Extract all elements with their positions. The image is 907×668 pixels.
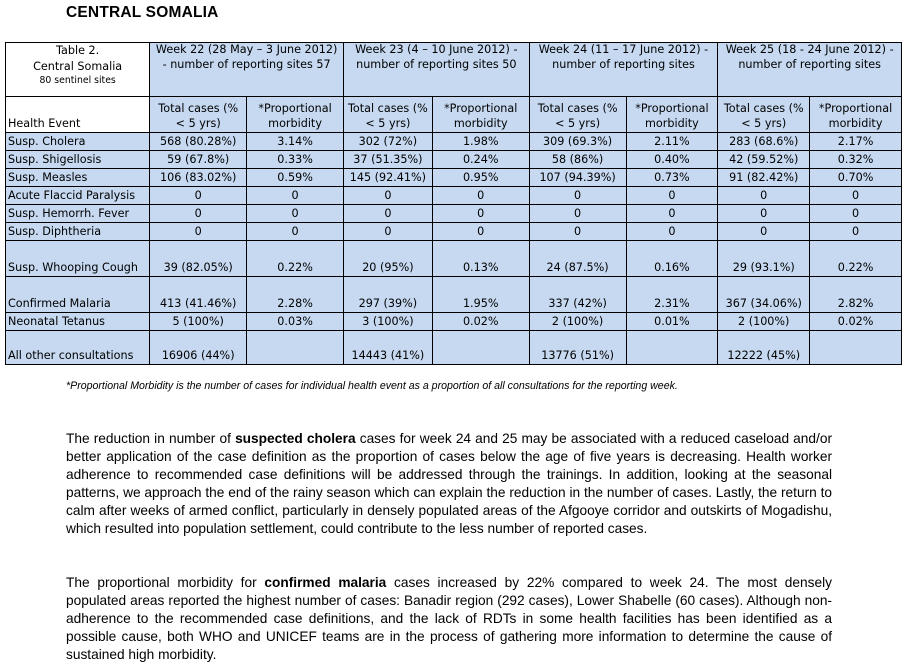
table-footnote: *Proportional Morbidity is the number of cases for individual health event as a proportion of all consultations for the reporting week.	[66, 380, 678, 392]
health-event-label: Susp. Shigellosis	[6, 151, 150, 169]
table-row	[6, 205, 902, 223]
total-cases-cell: 58 (86%)	[529, 151, 626, 169]
proportional-morbidity-cell: 0	[432, 223, 529, 241]
total-cases-cell: 0	[344, 205, 433, 223]
page-heading: CENTRAL SOMALIA	[66, 4, 219, 21]
malaria-paragraph	[66, 574, 832, 664]
proportional-morbidity-cell	[626, 331, 718, 365]
health-event-label: Susp. Whooping Cough	[6, 241, 150, 277]
total-cases-cell: 106 (83.02%)	[150, 169, 247, 187]
proportional-morbidity-cell: 0	[810, 223, 902, 241]
total-cases-cell: 5 (100%)	[150, 313, 247, 331]
proportional-morbidity-cell: 2.11%	[626, 133, 718, 151]
proportional-morbidity-cell: 1.95%	[432, 277, 529, 313]
p1-bold-term: suspected cholera	[235, 431, 356, 446]
proportional-morbidity-header: *Proportional morbidity	[810, 97, 902, 133]
total-cases-cell: 0	[150, 223, 247, 241]
proportional-morbidity-cell: 0.40%	[626, 151, 718, 169]
week-24-header: Week 24 (11 – 17 June 2012) - number of reporting sites	[529, 43, 718, 97]
proportional-morbidity-cell: 0	[247, 187, 344, 205]
week-25-header: Week 25 (18 - 24 June 2012) - number of reporting sites	[718, 43, 902, 97]
proportional-morbidity-cell: 0	[810, 187, 902, 205]
total-cases-cell: 91 (82.42%)	[718, 169, 810, 187]
proportional-morbidity-cell: 0.13%	[432, 241, 529, 277]
proportional-morbidity-cell	[810, 331, 902, 365]
total-cases-cell: 0	[718, 187, 810, 205]
total-cases-cell: 0	[529, 187, 626, 205]
total-cases-cell: 2 (100%)	[529, 313, 626, 331]
health-event-label: Acute Flaccid Paralysis	[6, 187, 150, 205]
total-cases-cell: 283 (68.6%)	[718, 133, 810, 151]
proportional-morbidity-cell: 0.70%	[810, 169, 902, 187]
p2-text-end: cases increased by 22% compared to week 24. The most densely populated areas reported the highest number of cases: Banadir region (292 cases), Lower Shabelle (60 cases). Although non-adherence to the recommended case definitions, and the lack of RDTs in some health facilities has been identified as a possible cause, both WHO and UNICEF teams are in the process of gathering more information to determine the cause of sustained high morbidity.	[66, 575, 832, 662]
proportional-morbidity-header: *Proportional morbidity	[432, 97, 529, 133]
total-cases-cell: 337 (42%)	[529, 277, 626, 313]
proportional-morbidity-cell: 0	[247, 223, 344, 241]
total-cases-cell: 309 (69.3%)	[529, 133, 626, 151]
total-cases-cell: 107 (94.39%)	[529, 169, 626, 187]
proportional-morbidity-cell: 3.14%	[247, 133, 344, 151]
total-cases-cell: 12222 (45%)	[718, 331, 810, 365]
table-row	[6, 151, 902, 169]
proportional-morbidity-cell: 2.31%	[626, 277, 718, 313]
p1-text-start: The reduction in number of	[66, 431, 236, 446]
proportional-morbidity-cell: 0.22%	[247, 241, 344, 277]
total-cases-cell: 0	[529, 205, 626, 223]
total-cases-cell: 0	[150, 205, 247, 223]
total-cases-cell: 0	[529, 223, 626, 241]
proportional-morbidity-cell	[247, 331, 344, 365]
table-row	[6, 223, 902, 241]
proportional-morbidity-header: *Proportional morbidity	[626, 97, 718, 133]
total-cases-cell: 13776 (51%)	[529, 331, 626, 365]
proportional-morbidity-cell	[432, 331, 529, 365]
health-event-label: Susp. Hemorrh. Fever	[6, 205, 150, 223]
health-event-label: Neonatal Tetanus	[6, 313, 150, 331]
total-cases-cell: 145 (92.41%)	[344, 169, 433, 187]
p2-bold-term: confirmed malaria	[264, 575, 387, 590]
total-cases-cell: 24 (87.5%)	[529, 241, 626, 277]
table-row	[6, 277, 902, 313]
table-row	[6, 241, 902, 277]
table-row	[6, 133, 902, 151]
table-row	[6, 169, 902, 187]
total-cases-cell: 0	[344, 187, 433, 205]
total-cases-header: Total cases (% < 5 yrs)	[718, 97, 810, 133]
proportional-morbidity-cell: 0	[432, 205, 529, 223]
total-cases-header: Total cases (% < 5 yrs)	[344, 97, 433, 133]
table-caption-sites: 80 sentinel sites	[39, 75, 116, 87]
total-cases-cell: 29 (93.1%)	[718, 241, 810, 277]
proportional-morbidity-cell: 0	[810, 205, 902, 223]
total-cases-cell: 42 (59.52%)	[718, 151, 810, 169]
total-cases-cell: 59 (67.8%)	[150, 151, 247, 169]
total-cases-cell: 367 (34.06%)	[718, 277, 810, 313]
proportional-morbidity-cell: 0	[626, 223, 718, 241]
proportional-morbidity-cell: 1.98%	[432, 133, 529, 151]
proportional-morbidity-cell: 0	[626, 187, 718, 205]
table-row	[6, 313, 902, 331]
total-cases-cell: 0	[718, 205, 810, 223]
proportional-morbidity-cell: 0.59%	[247, 169, 344, 187]
total-cases-cell: 37 (51.35%)	[344, 151, 433, 169]
total-cases-cell: 413 (41.46%)	[150, 277, 247, 313]
table-row	[6, 331, 902, 365]
total-cases-cell: 20 (95%)	[344, 241, 433, 277]
week-23-header: Week 23 (4 – 10 June 2012) - number of reporting sites 50	[344, 43, 530, 97]
health-event-header: Health Event	[6, 97, 150, 133]
total-cases-cell: 0	[718, 223, 810, 241]
p1-text-end: cases for week 24 and 25 may be associated with a reduced caseload and/or better application of the case definition as the proportion of cases below the age of five years is decreasing. Health worker adherence to recommended case definitions will be addressed through the trainings. In addition, looking at the seasonal patterns, we approach the end of the rainy season which can explain the reduction in the number of cases. Lastly, the return to calm after weeks of armed conflict, particularly in densely populated areas of the Afgooye corridor and outskirts of Mogadishu, which resulted into population settlement, could contribute to the less number of reported cases.	[66, 431, 832, 536]
total-cases-cell: 39 (82.05%)	[150, 241, 247, 277]
table-row	[6, 187, 902, 205]
total-cases-cell: 0	[344, 223, 433, 241]
health-event-label: Susp. Cholera	[6, 133, 150, 151]
proportional-morbidity-cell: 0.24%	[432, 151, 529, 169]
proportional-morbidity-cell: 0.32%	[810, 151, 902, 169]
proportional-morbidity-cell: 0.33%	[247, 151, 344, 169]
total-cases-header: Total cases (% < 5 yrs)	[150, 97, 247, 133]
proportional-morbidity-cell: 0	[247, 205, 344, 223]
proportional-morbidity-cell: 0.02%	[432, 313, 529, 331]
proportional-morbidity-cell: 2.28%	[247, 277, 344, 313]
proportional-morbidity-cell: 0.73%	[626, 169, 718, 187]
total-cases-header: Total cases (% < 5 yrs)	[529, 97, 626, 133]
total-cases-cell: 0	[150, 187, 247, 205]
total-cases-cell: 3 (100%)	[344, 313, 433, 331]
total-cases-cell: 302 (72%)	[344, 133, 433, 151]
proportional-morbidity-header: *Proportional morbidity	[247, 97, 344, 133]
cholera-paragraph	[66, 430, 832, 537]
table-caption-region: Central Somalia	[33, 59, 123, 73]
total-cases-cell: 16906 (44%)	[150, 331, 247, 365]
health-event-label: Susp. Measles	[6, 169, 150, 187]
proportional-morbidity-cell: 0.95%	[432, 169, 529, 187]
proportional-morbidity-cell: 0.03%	[247, 313, 344, 331]
p2-text-start: The proportional morbidity for	[66, 575, 265, 590]
proportional-morbidity-cell: 0.02%	[810, 313, 902, 331]
proportional-morbidity-cell: 2.82%	[810, 277, 902, 313]
total-cases-cell: 568 (80.28%)	[150, 133, 247, 151]
health-event-label: Susp. Diphtheria	[6, 223, 150, 241]
proportional-morbidity-cell: 2.17%	[810, 133, 902, 151]
health-event-label: All other consultations	[6, 331, 150, 365]
proportional-morbidity-cell: 0.01%	[626, 313, 718, 331]
proportional-morbidity-cell: 0	[626, 205, 718, 223]
total-cases-cell: 14443 (41%)	[344, 331, 433, 365]
health-event-label: Confirmed Malaria	[6, 277, 150, 313]
total-cases-cell: 2 (100%)	[718, 313, 810, 331]
total-cases-cell: 297 (39%)	[344, 277, 433, 313]
proportional-morbidity-cell: 0.16%	[626, 241, 718, 277]
week-22-header: Week 22 (28 May – 3 June 2012) - number of reporting sites 57	[150, 43, 344, 97]
proportional-morbidity-cell: 0	[432, 187, 529, 205]
proportional-morbidity-cell: 0.22%	[810, 241, 902, 277]
table-caption-cell	[6, 43, 150, 97]
table-caption-title: Table 2.	[56, 44, 100, 57]
surveillance-table	[5, 42, 902, 365]
